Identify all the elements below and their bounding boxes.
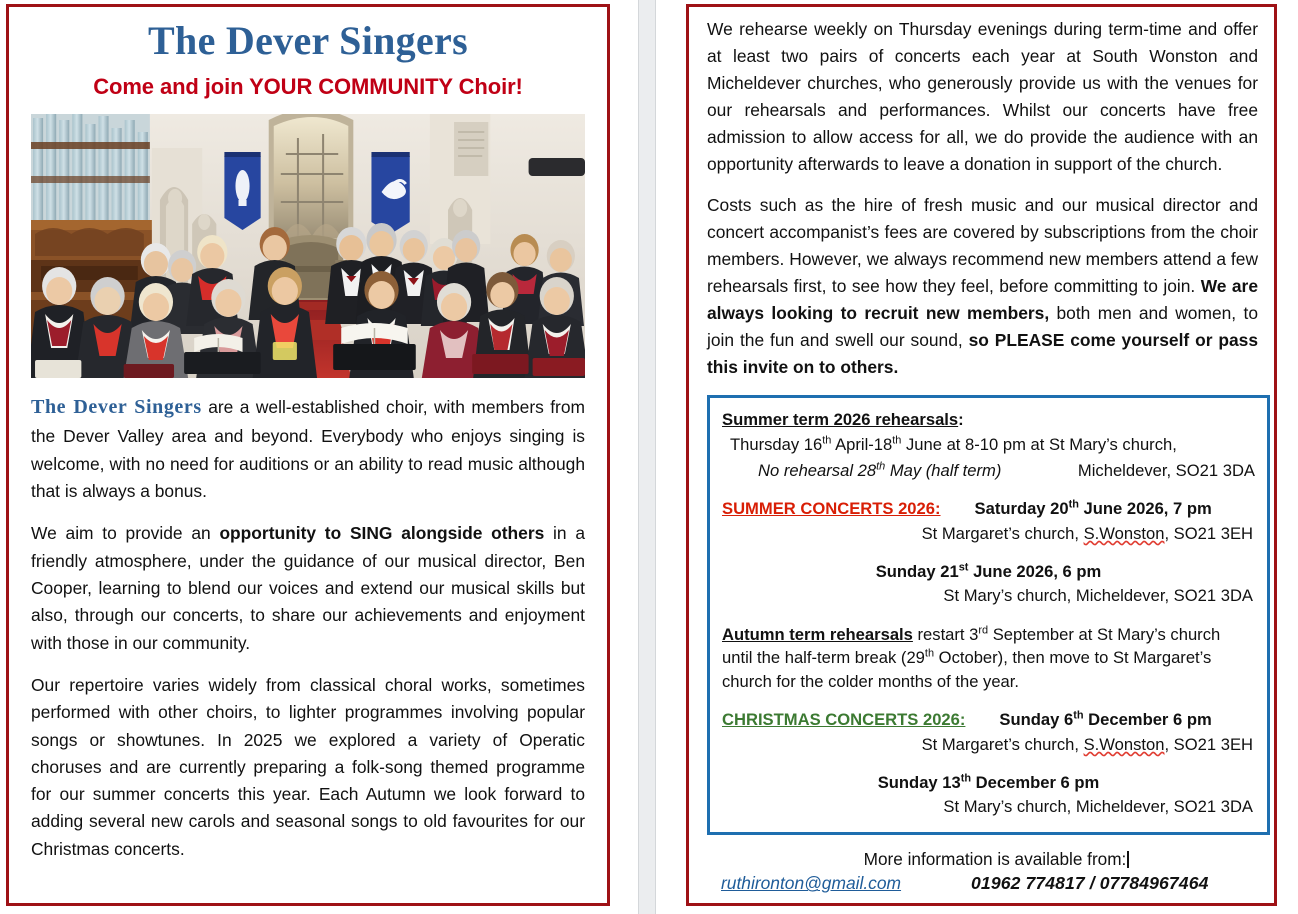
no-rehearsal-note-b: May (half term) — [885, 460, 1002, 480]
rehearsal-date-c: June at 8-10 pm at St Mary’s church, — [901, 435, 1177, 455]
autumn-text-a: restart 3 — [912, 624, 979, 644]
christmas-concert-1-date-b: December 6 pm — [1083, 710, 1212, 730]
left-page — [6, 4, 610, 906]
summer-concerts-heading: SUMMER CONCERTS 2026: — [722, 499, 941, 519]
paragraph-3: Our repertoire varies widely from classical choral works, sometimes performed with other choirs, to lighter programmes involving popular songs or showtunes. In 2025 we explored a variety of Operatic choruses and are currently preparing a folk-song themed programme for our summer concerts this year. Each Autumn we look forward to adding several new carols and seasonal songs to old favourites for our Christmas concerts. — [31, 674, 585, 859]
contact-email-link[interactable]: ruthironton@gmail.com — [721, 873, 902, 894]
right-page — [686, 4, 1277, 906]
page-title: The Dever Singers — [148, 18, 468, 63]
text-cursor-caret — [1127, 851, 1129, 868]
christmas-concert-1-date-sup: th — [1073, 709, 1084, 722]
christmas-concert-2-date-sup: th — [960, 772, 972, 785]
left-column-body — [9, 378, 607, 863]
christmas-concert-2-date-b: December 6 pm — [971, 773, 1100, 793]
paragraph-4: We rehearse weekly on Thursday evenings during term-time and offer at least two pairs of concerts each year at South Wonston and Micheldever churches, who generously provide us with the venues for our rehearsals and performances. Whilst our concerts have free admission to allow access for all, we do provide the audience with an opportunity afterwards to leave a donation in support of the church. — [707, 19, 1258, 174]
christmas-concert-2-date — [722, 771, 1255, 795]
right-column-body — [689, 7, 1274, 381]
summer-concert-1-date-sup: th — [1068, 498, 1079, 511]
choir-photo-illustration — [31, 114, 585, 378]
summer-concert-1-venue — [722, 522, 1255, 546]
paragraph-1-text: are a well-established choir, with members from the Dever Valley area and beyond. Everybody who enjoys singing is welcome, with no need for auditions or an ability to read music although that is always a bonus. — [31, 397, 586, 502]
lede-choir-name: The Dever Singers — [31, 396, 202, 418]
summer-rehearsals-note-row — [722, 459, 1255, 483]
page-gutter — [638, 0, 656, 914]
summer-rehearsals-dates — [722, 433, 1255, 457]
autumn-sup-2: th — [924, 647, 935, 660]
autumn-text-b: September at St Mary’s church until the half-term break (29 — [722, 624, 1221, 668]
summer-concert-1-venue-town: S.Wonston — [1083, 523, 1165, 543]
summer-concert-1-venue-a: St Margaret’s church, — [921, 523, 1084, 543]
rehearsal-date-a: Thursday 16 — [730, 435, 823, 455]
summer-concert-1-date-b: June 2026, 7 pm — [1078, 499, 1212, 519]
paragraph-5-text-b: both men and women, to join the fun and swell our sound, — [707, 302, 1258, 350]
christmas-concert-2-venue: St Mary’s church, Micheldever, SO21 3DA — [943, 796, 1253, 816]
christmas-concert-1-date — [999, 708, 1211, 732]
summer-rehearsals-venue: Micheldever, SO21 3DA — [1077, 460, 1255, 480]
christmas-concert-1-venue-town: S.Wonston — [1083, 734, 1165, 754]
paragraph-2-text-a: We aim to provide an — [31, 523, 220, 544]
christmas-concerts-row — [722, 708, 1255, 732]
summer-concert-1-date-a: Saturday 20 — [974, 499, 1069, 519]
summer-concert-2-date — [722, 560, 1255, 584]
summer-concert-2-date-sup: st — [958, 561, 969, 574]
summer-rehearsals-heading: Summer term 2026 rehearsals — [722, 409, 959, 429]
contact-footer — [707, 849, 1258, 894]
summer-concert-2-venue: St Mary’s church, Micheldever, SO21 3DA — [943, 585, 1253, 605]
paragraph-2-emphasis: opportunity to SING alongside others — [219, 523, 545, 544]
spacer-5 — [722, 758, 1255, 771]
autumn-rehearsals-heading: Autumn term rehearsals — [722, 624, 913, 644]
summer-rehearsals-heading-colon: : — [958, 409, 964, 429]
contact-details — [707, 873, 1258, 894]
paragraph-2 — [31, 520, 585, 657]
summer-concert-2-date-b: June 2026, 6 pm — [968, 562, 1102, 582]
paragraph-2-text-b: in a friendly atmosphere, under the guidance of our musical director, Ben Cooper, learning to blend our voices and extend our musical skills but also, through our concerts, to share our achievements and enjoyment with those in our community. — [31, 523, 586, 653]
paragraph-5-text-a: Costs such as the hire of fresh music and our musical director and concert accompanist’s fees are covered by subscriptions from the choir members. However, we always recommend new members attend a few rehearsals first, to see how they feel, before committing to join. — [707, 194, 1258, 296]
christmas-concert-1-venue-a: St Margaret’s church, — [921, 734, 1084, 754]
summer-concert-1-venue-b: , SO21 3EH — [1164, 523, 1253, 543]
no-rehearsal-note — [722, 459, 1001, 483]
autumn-sup-1: rd — [978, 624, 989, 636]
schedule-box — [707, 395, 1270, 836]
page-subtitle: Come and join YOUR COMMUNITY Choir! — [93, 74, 523, 99]
paragraph-1 — [31, 392, 585, 505]
masthead — [9, 7, 607, 100]
spacer-1 — [722, 484, 1255, 497]
autumn-rehearsals-paragraph — [722, 623, 1255, 694]
summer-concerts-row — [722, 497, 1255, 521]
christmas-concert-1-date-a: Sunday 6 — [999, 710, 1074, 730]
recruit-emphasis: We are always looking to recruit new members, — [707, 275, 1258, 323]
rehearsal-date-sup-1: th — [822, 434, 832, 447]
please-come-emphasis: so PLEASE come yourself or pass this invite on to others. — [707, 329, 1258, 377]
christmas-concert-2-date-a: Sunday 13 — [877, 773, 961, 793]
choir-photo — [31, 114, 585, 378]
summer-rehearsals-heading-row — [722, 408, 1255, 432]
spacer-2 — [722, 547, 1255, 560]
no-rehearsal-note-a: No rehearsal 28 — [758, 460, 877, 480]
no-rehearsal-note-sup: th — [876, 460, 886, 473]
autumn-text-c: October), then move to St Margaret’s church for the colder months of the year. — [722, 648, 1212, 691]
summer-concert-2-date-a: Sunday 21 — [875, 562, 959, 582]
paragraph-5 — [707, 192, 1258, 381]
rehearsal-date-b: April-18 — [831, 435, 893, 455]
contact-phone-numbers: 01962 774817 / 07784967464 — [971, 873, 1209, 894]
spacer-3 — [722, 610, 1255, 623]
rehearsal-date-sup-2: th — [892, 434, 902, 447]
more-info-text: More information is available from: — [863, 849, 1127, 870]
christmas-concert-1-venue — [722, 733, 1255, 757]
spacer-4 — [722, 695, 1255, 708]
more-info-line — [707, 849, 1258, 870]
christmas-concerts-heading: CHRISTMAS CONCERTS 2026: — [722, 710, 966, 730]
christmas-concert-1-venue-b: , SO21 3EH — [1164, 734, 1253, 754]
summer-concert-1-date — [975, 497, 1212, 521]
